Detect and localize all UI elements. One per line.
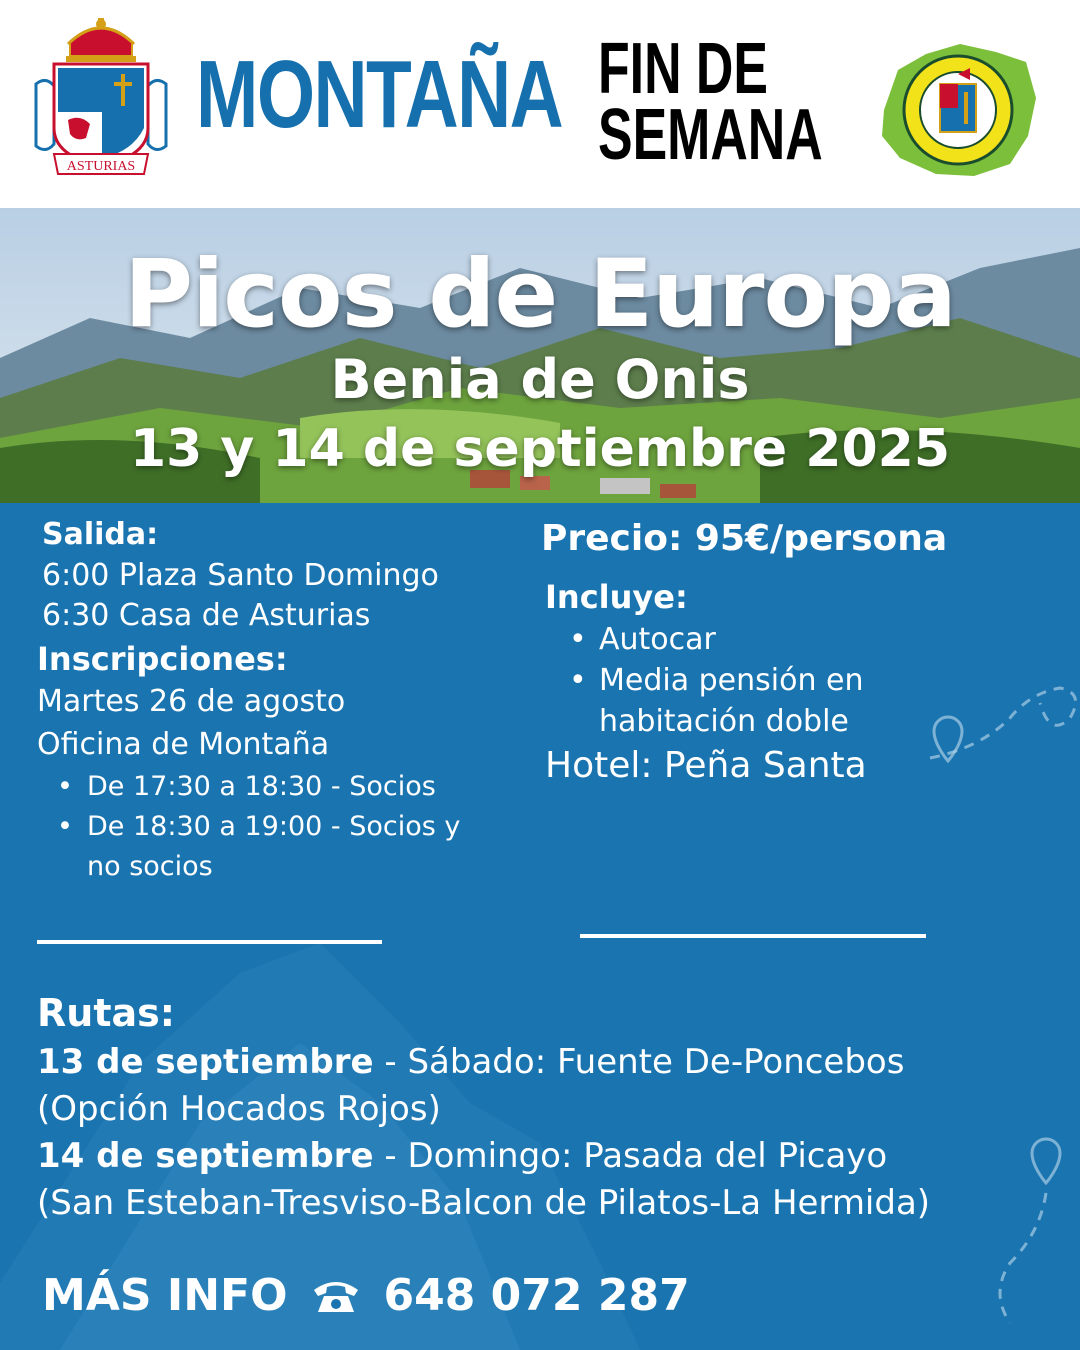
incluye-label: Incluye: xyxy=(545,578,688,616)
inscripciones-label: Inscripciones: xyxy=(37,640,288,678)
inscripciones-slots xyxy=(37,767,460,887)
rutas-label: Rutas: xyxy=(37,991,175,1035)
list-item: • Media pensión en habitación doble xyxy=(549,660,864,742)
divider-left xyxy=(37,940,382,944)
list-item: • De 17:30 a 18:30 - Socios xyxy=(37,767,460,807)
casa-asturias-crest-icon xyxy=(32,16,170,176)
event-dates: 13 y 14 de septiembre 2025 xyxy=(129,419,951,479)
divider-right xyxy=(580,934,926,938)
route-day2-detail: (San Esteban-Tresviso-Balcon de Pilatos-La Hermida) xyxy=(37,1183,931,1223)
weekend-heading-line2: SEMANA xyxy=(598,95,823,175)
weekend-heading xyxy=(598,29,823,175)
list-item: • De 18:30 a 19:00 - Socios y no socios xyxy=(37,807,460,887)
telephone-icon xyxy=(310,1276,362,1316)
incluye-list xyxy=(549,619,864,742)
route-day2: 14 de septiembre - Domingo: Pasada del Picayo xyxy=(37,1136,888,1176)
salida-label: Salida: xyxy=(42,517,159,552)
details-panel xyxy=(0,503,1080,1350)
location-subtitle: Benia de Onis xyxy=(330,348,750,411)
seccion-montana-badge-icon xyxy=(878,40,1040,180)
contact-info xyxy=(42,1266,690,1326)
inscripciones-place: Oficina de Montaña xyxy=(37,727,330,762)
phone-number[interactable]: 648 072 287 xyxy=(383,1270,690,1321)
price: Precio: 95€/persona xyxy=(541,518,948,559)
hero-banner xyxy=(0,208,1080,503)
route-day1-detail: (Opción Hocados Rojos) xyxy=(37,1089,441,1129)
inscripciones-date: Martes 26 de agosto xyxy=(37,684,346,719)
salida-item: 6:00 Plaza Santo Domingo xyxy=(42,558,439,593)
list-item: • Autocar xyxy=(549,619,864,660)
more-info-label: MÁS INFO xyxy=(42,1270,288,1321)
weekend-heading-line1: FIN DE xyxy=(598,29,768,109)
route-day1: 13 de septiembre - Sábado: Fuente De-Poncebos xyxy=(37,1042,905,1082)
hotel-name: Hotel: Peña Santa xyxy=(545,745,867,786)
section-title: MONTAÑA xyxy=(196,41,563,148)
salida-item: 6:30 Casa de Asturias xyxy=(42,598,371,633)
header-bar xyxy=(0,0,1080,208)
destination-title: Picos de Europa xyxy=(124,240,956,349)
crest-text: ASTURIAS xyxy=(66,159,136,174)
